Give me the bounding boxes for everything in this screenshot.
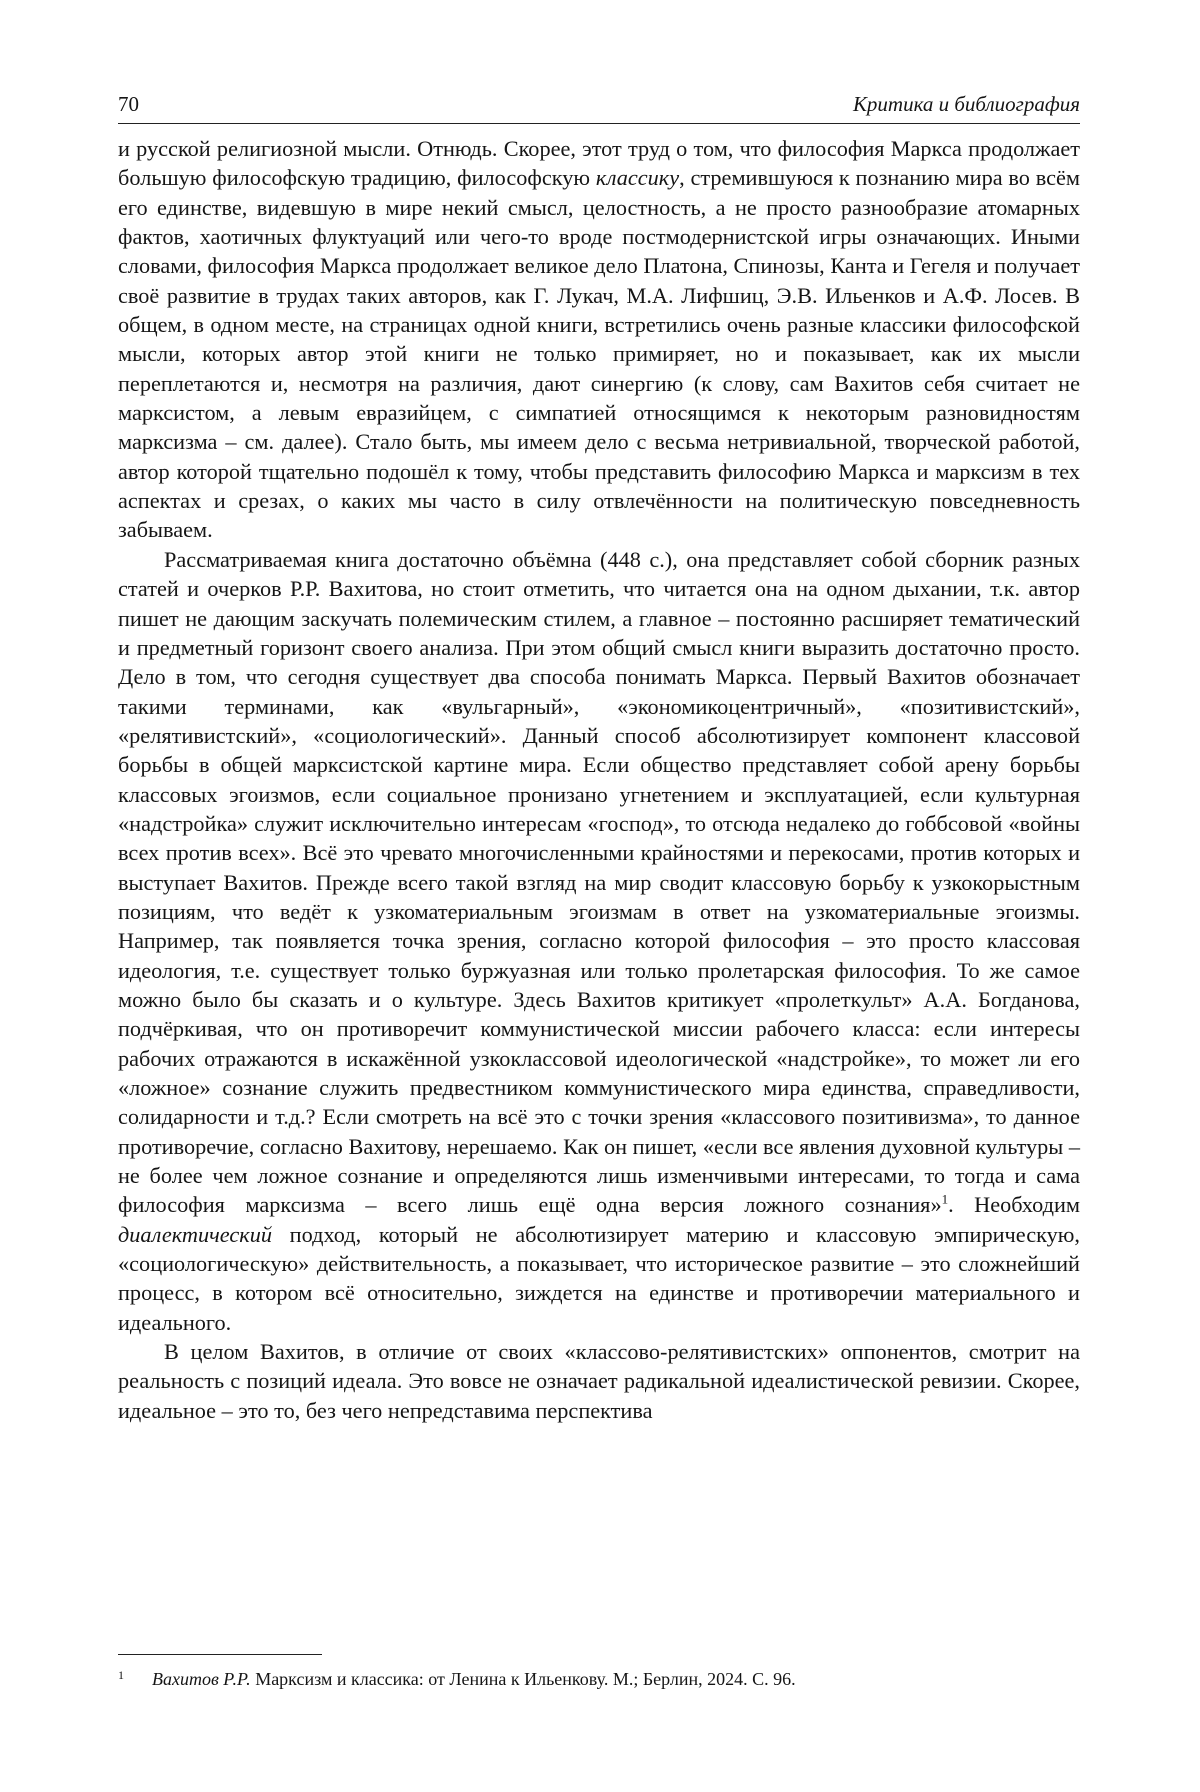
paragraph-1-text-a: и русской религиозной мысли. Отнюдь. Скорее, этот труд о том, что философия Маркса продолжает большую философскую традицию, философскую (118, 136, 1080, 191)
paragraph-1-text-b: , стремившуюся к познанию мира во всём его единстве, видевшую в мире некий смысл, целостность, а не просто разнообразие атомарных фактов, хаотичных флуктуаций или чего-то вроде постмодернистской игры означающих. Иными словами, философия Маркса продолжает великое дело Платона, Спинозы, Канта и Гегеля и получает своё развитие в трудах таких авторов, как Г. Лукач, М.А. Лифшиц, Э.В. Ильенков и А.Ф. Лосев. В общем, в одном месте, на страницах одной книги, встретились очень разные классики философской мысли, которых автор этой книги не только примиряет, но и показывает, как их мысли переплетаются и, несмотря на различия, дают синергию (к слову, сам Вахитов себя считает не марксистом, а левым евразийцем, с симпатией относящимся к некоторым разновидностям марксизма – см. далее). Стало быть, мы имеем дело с весьма нетривиальной, творческой работой, автор которой тщательно подошёл к тому, чтобы представить философию Маркса и марксизм в тех аспектах и срезах, о каких мы часто в силу отвлечённости на политическую повседневность забываем. (118, 165, 1080, 543)
footnote-reference: 1 (941, 1191, 949, 1207)
paragraph-1 (118, 134, 1080, 545)
footnote-rule (118, 1654, 322, 1655)
body-text (118, 134, 1080, 1425)
paragraph-2-text-b: . Необходим (948, 1192, 1080, 1218)
footnote-body (152, 1667, 1080, 1691)
running-title: Критика и библиография (852, 92, 1080, 116)
paragraph-1-emphasis: классику (595, 165, 680, 191)
header-rule (118, 123, 1080, 124)
paragraph-2-emphasis: диалектический (118, 1221, 272, 1247)
paragraph-2 (118, 545, 1080, 1337)
page-number: 70 (118, 92, 139, 116)
page-header (118, 88, 1080, 124)
paragraph-2-text-a: Рассматриваемая книга достаточно объёмна (448 с.), она представляет собой сборник разных статей и очерков Р.Р. Вахитова, но стоит отметить, что читается она на одном дыхании, т.к. автор пишет не дающим заскучать полемическим стилем, а главное – постоянно расширяет тематический и предметный горизонт своего анализа. При этом общий смысл книги выразить достаточно просто. Дело в том, что сегодня существует два способа понимать Маркса. Первый Вахитов обозначает такими терминами, как «вульгарный», «экономикоцентричный», «позитивистский», «релятивистский», «социологический». Данный способ абсолютизирует компонент классовой борьбы в общей марксистской картине мира. Если общество представляет собой арену борьбы классовых эгоизмов, если социальное пронизано угнетением и эксплуатацией, если культурная «надстройка» служит исключительно интересам «господ», то отсюда недалеко до гоббсовой «войны всех против всех». Всё это чревато многочисленными крайностями и перекосами, против которых и выступает Вахитов. Прежде всего такой взгляд на мир сводит классовую борьбу к узкокорыстным позициям, что ведёт к узкоматериальным эгоизмам в ответ на узкоматериальные эгоизмы. Например, так появляется точка зрения, согласно которой философия – это просто классовая идеология, т.е. существует только буржуазная или только пролетарская философия. То же самое можно было бы сказать и о культуре. Здесь Вахитов критикует «пролеткульт» А.А. Богданова, подчёркивая, что он противоречит коммунистической миссии рабочего класса: если интересы рабочих отражаются в искажённой узкоклассовой идеологической «надстройке», то может ли его «ложное» сознание служить предвестником коммунистического мира единства, справедливости, солидарности и т.д.? Если смотреть на всё это с точки зрения «классового позитивизма», то данное противоречие, согласно Вахитову, нерешаемо. Как он пишет, «если все явления духовной культуры – не более чем ложное сознание и определяются лишь изменчивыми интересами, то тогда и сама философия марксизма – всего лишь ещё одна версия ложного сознания» (118, 546, 1080, 1218)
paragraph-3: В целом Вахитов, в отличие от своих «классово-релятивистских» оппонентов, смотрит на реальность с позиций идеала. Это вовсе не означает радикальной идеалистической ревизии. Скорее, идеальное – это то, без чего непредставима перспектива (118, 1339, 1080, 1423)
footnote-text: Марксизм и классика: от Ленина к Ильенкову. М.; Берлин, 2024. С. 96. (250, 1669, 796, 1689)
paragraph-2-text-c: подход, который не абсолютизирует материю и классовую эмпирическую, «социологическую» действительность, а показывает, что историческое развитие – это сложнейший процесс, в котором всё относительно, зиждется на единстве и противоречии материального и идеального. (118, 1221, 1080, 1335)
footnote-author: Вахитов Р.Р. (152, 1669, 251, 1689)
footnote-mark: 1 (118, 1668, 124, 1682)
footnote (118, 1667, 1080, 1691)
